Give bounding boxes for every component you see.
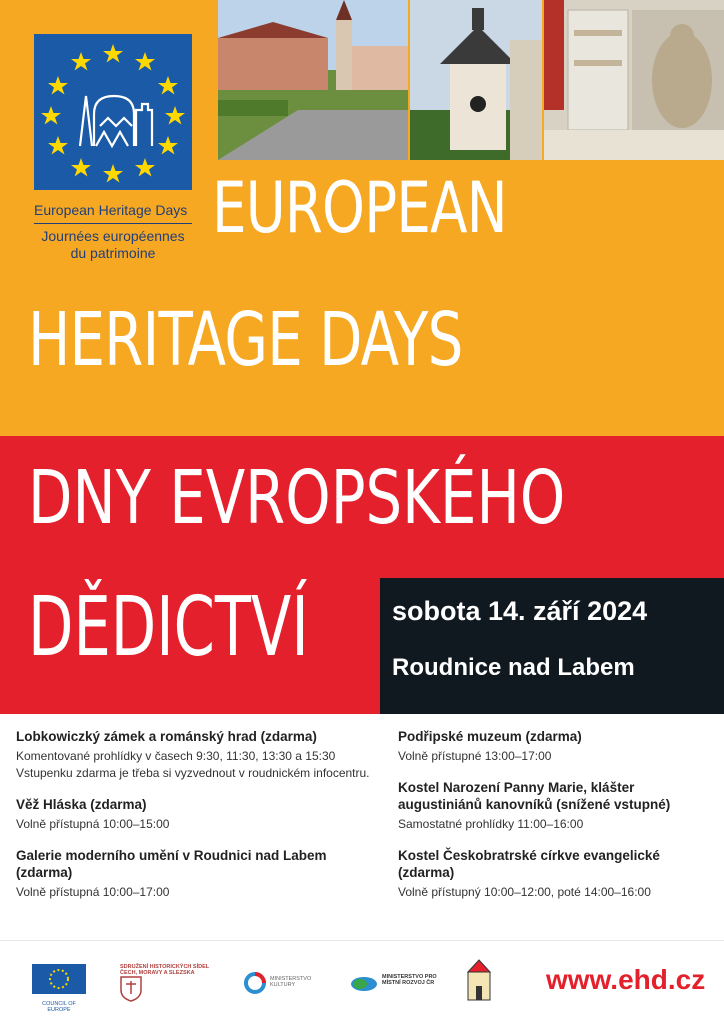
venue-item [16, 847, 374, 901]
title-czech-line2: DĚDICTVÍ [28, 580, 309, 675]
title-english-line1: EUROPEAN [212, 167, 507, 249]
venues-left-column [16, 728, 374, 915]
venue-name: Lobkowiczký zámek a románský hrad (zdarma) [16, 729, 317, 744]
ministry-regional-logo [350, 972, 440, 998]
ministry-culture-caption: MINISTERSTVO KULTURY [270, 976, 312, 988]
ministry-regional-icon [350, 976, 378, 992]
council-of-europe-icon [32, 964, 86, 994]
roudnice-tower-icon [464, 958, 494, 1004]
shsc-crest-icon [120, 976, 142, 1002]
shsc-caption: SDRUŽENÍ HISTORICKÝCH SÍDEL ČECH, MORAVY A SLEZSKA [120, 964, 210, 976]
venue-item [398, 779, 712, 833]
venue-name: Galerie moderního umění v Roudnici nad Labem (zdarma) [16, 848, 327, 880]
logo-line-french: Journées européennes du patrimoine [41, 228, 185, 261]
ehd-logo [34, 34, 192, 190]
venue-description: Volně přístupná 10:00–15:00 [16, 817, 170, 831]
venue-item [16, 796, 374, 833]
title-english-line2: HERITAGE DAYS [28, 297, 463, 383]
venue-name: Kostel Narození Panny Marie, klášter augustiniánů kanovníků (snížené vstupné) [398, 780, 671, 812]
venue-name: Podřipské muzeum (zdarma) [398, 729, 582, 744]
event-date-box [380, 578, 724, 714]
footer-divider [0, 940, 724, 941]
venues-right-column [398, 728, 712, 915]
venue-description: Samostatné prohlídky 11:00–16:00 [398, 817, 584, 831]
logo-line-english: European Heritage Days [34, 202, 188, 218]
ministry-culture-icon [244, 972, 266, 994]
venue-name: Kostel Českobratrské církve evangelické (zdarma) [398, 848, 660, 880]
venue-description: Volně přístupné 13:00–17:00 [398, 749, 552, 763]
venue-description: Volně přístupná 10:00–17:00 [16, 885, 170, 899]
ehd-stars-castle-icon [34, 34, 192, 190]
ministry-culture-logo [244, 970, 324, 1000]
venue-description: Volně přístupný 10:00–12:00, poté 14:00–16:00 [398, 885, 651, 899]
venue-item [16, 728, 374, 782]
logo-divider [34, 223, 192, 224]
photo-museum-interior [544, 0, 724, 160]
ehd-logo-text [34, 202, 204, 262]
photo-hlaska-tower [410, 0, 542, 160]
shsc-logo [120, 964, 210, 1006]
venue-name: Věž Hláska (zdarma) [16, 797, 147, 812]
event-place: Roudnice nad Labem [392, 654, 635, 681]
title-czech-line1: DNY EVROPSKÉHO [28, 455, 566, 541]
council-of-europe-logo [32, 964, 86, 1013]
venue-item [398, 728, 712, 765]
venue-item [398, 847, 712, 901]
coe-caption: COUNCIL OF EUROPE [42, 1001, 76, 1013]
venue-description: Komentované prohlídky v časech 9:30, 11:30, 13:30 a 15:30 Vstupenku zdarma je třeba si vyzvednout v roudnickém infocentru. [16, 749, 370, 780]
ministry-regional-caption: MINISTERSTVO PRO MÍSTNÍ ROZVOJ ČR [382, 974, 437, 986]
roudnice-town-logo [464, 958, 494, 1004]
website-link[interactable]: www.ehd.cz [546, 964, 706, 995]
photo-castle-square [218, 0, 408, 160]
event-date: sobota 14. září 2024 [392, 596, 648, 626]
